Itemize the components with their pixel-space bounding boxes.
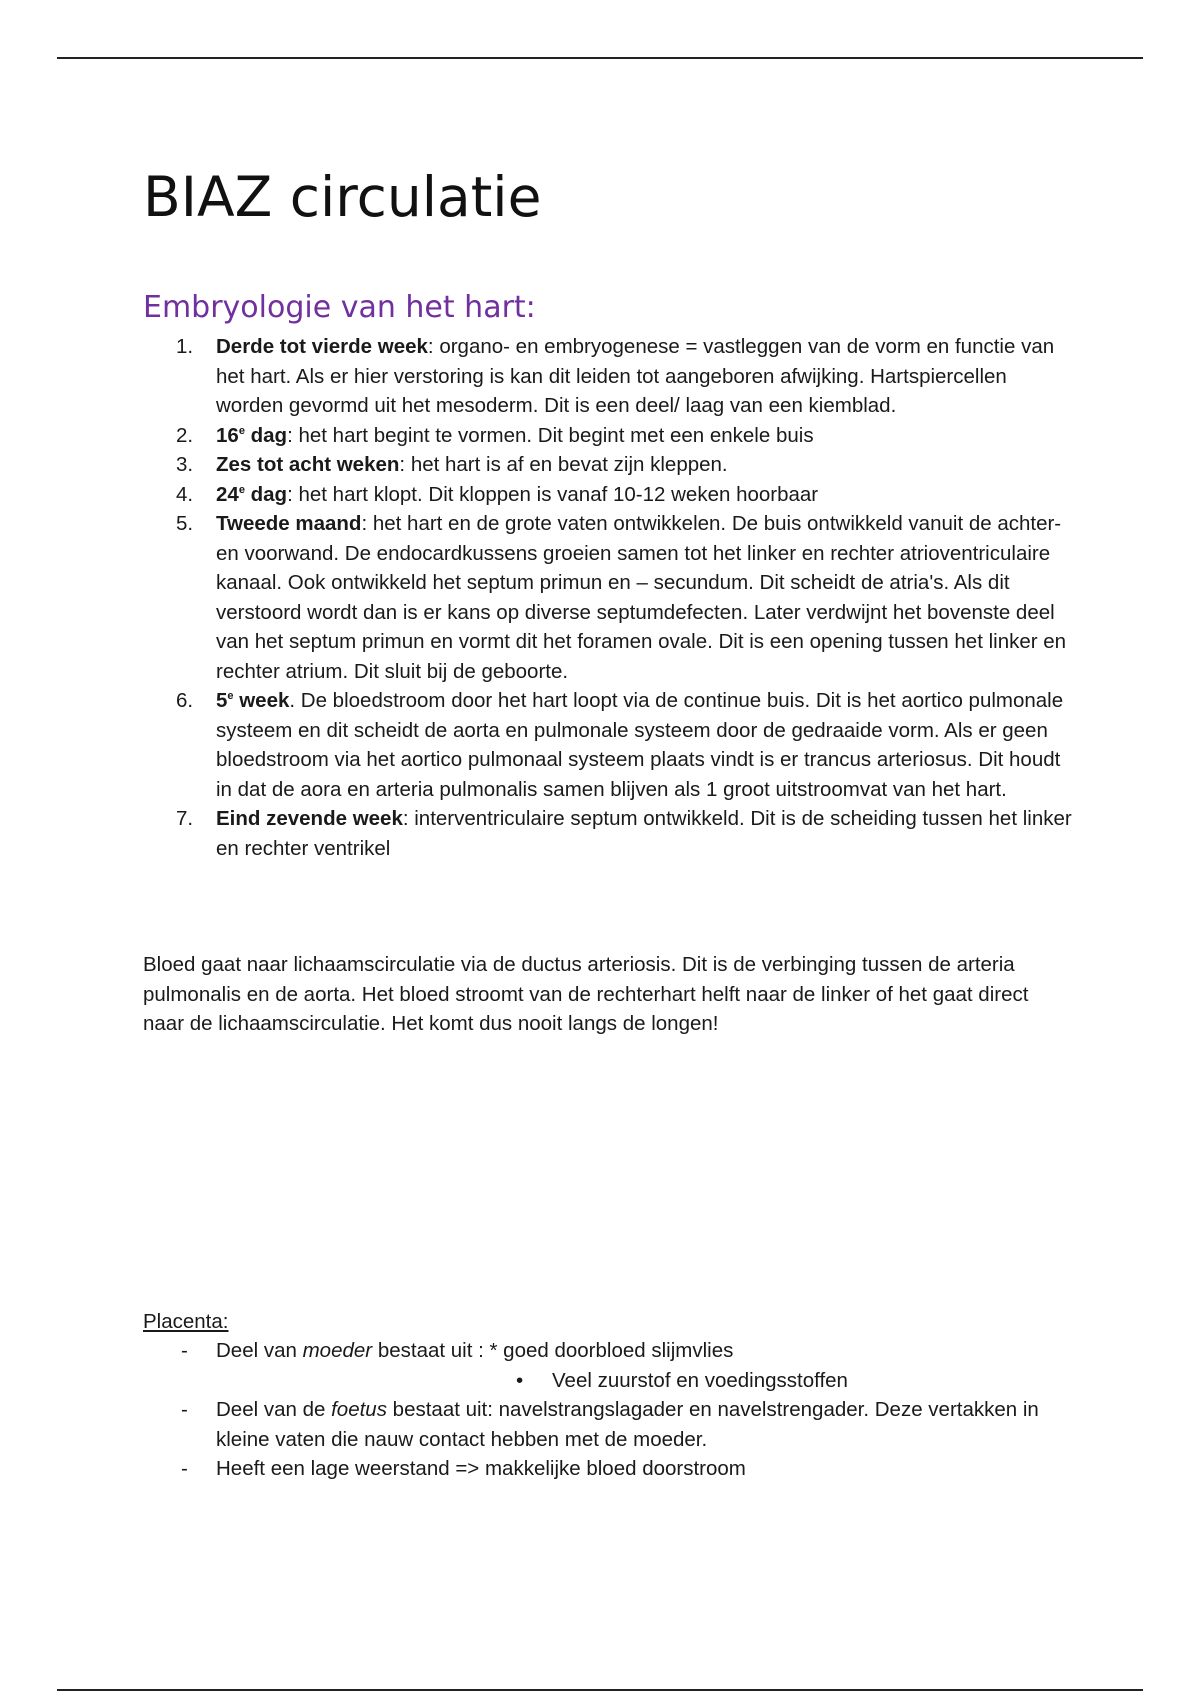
list-item [143,480,1073,510]
list-item [143,421,1073,451]
list-item-label: 16e dag [216,423,288,447]
list-item-text: : organo- en embryogenese = vastleggen van de vorm en functie van het hart. Als er hier verstoring is kan dit leiden tot aangeboren afwijking. Hartspiercellen worden gevormd uit het mesoderm. Dit is een deel/ laag van een kiemblad. [216,335,1055,417]
list-item-label: Tweede maand [216,512,362,535]
list-item-label: Derde tot vierde week [216,335,428,358]
list-item: - Deel van de foetus bestaat uit: navelstrangslagader en navelstrengader. Deze vertakken in kleine vaten die nauw contact hebben met de moeder. [143,1395,1073,1454]
placenta-heading: Placenta: [143,1310,229,1333]
document-title: BIAZ circulatie [143,165,542,229]
list-item-text: : het hart en de grote vaten ontwikkelen. De buis ontwikkeld vanuit de achter- en voorwand. De endocardkussens groeien samen tot het linker en rechter atrioventriculaire kanaal. Ook ontwikkeld het septum primun en – secundum. Dit scheidt de atria's. Als dit verstoord wordt dan is er kans op diverse septumdefecten. Later verdwijnt het bovenste deel van het septum primun en vormt dit het foramen ovale. Dit is een opening tussen het linker en rechter atrium. Dit sluit bij de geboorte. [216,512,1067,683]
list-item-label: Eind zevende week [216,807,403,830]
list-item-text: . De bloedstroom door het hart loopt via de continue buis. Dit is het aortico pulmonale systeem en dit scheidt de aorta en pulmonale systeem door de gedraaide vorm. Als er geen bloedstroom via het aortico pulmonaal systeem plaats vindt is er trancus arteriosus. Dit houdt in dat de aora en arteria pulmonalis samen blijven als 1 groot uitstroomvat van het hart. [216,689,1064,801]
list-item-text: : het hart klopt. Dit kloppen is vanaf 10-12 weken hoorbaar [287,482,819,506]
list-item-text: : het hart is af en bevat zijn kleppen. [399,453,728,476]
list-item-label: 24e dag [216,482,288,506]
dash-bullet: - [181,1398,188,1421]
dash-bullet: - [181,1457,188,1480]
list-number: 1. [176,335,194,358]
list-item [143,509,1073,686]
sub-list-item: • Veel zuurstof en voedingsstoffen [216,1366,1073,1396]
list-number: 2. [176,423,194,447]
list-item-text: : het hart begint te vormen. Dit begint met een enkele buis [287,423,814,447]
list-item [143,332,1073,421]
list-item: - Heeft een lage weerstand => makkelijke bloed doorstroom [143,1454,1073,1484]
header-rule [57,57,1143,59]
list-item-label: 5e week [216,689,290,712]
list-number: 4. [176,482,194,506]
list-number: 7. [176,807,194,830]
footer-rule [57,1689,1143,1691]
dash-bullet: - [181,1339,188,1362]
list-item [143,686,1073,804]
embryology-week-list [143,332,1073,863]
list-number: 3. [176,453,194,476]
list-number: 6. [176,689,194,712]
list-item [143,804,1073,863]
list-item-text: : interventriculaire septum ontwikkeld. Dit is de scheiding tussen het linker en rechter ventrikel [216,807,1072,860]
list-item [143,450,1073,480]
list-item: - Deel van moeder bestaat uit : * goed doorbloed slijmvlies • Veel zuurstof en voedingsstoffen [143,1336,1073,1395]
list-item-label: Zes tot acht weken [216,453,400,476]
list-number: 5. [176,512,194,535]
bullet-icon: • [516,1368,524,1392]
ductus-paragraph: Bloed gaat naar lichaamscirculatie via de ductus arteriosis. Dit is de verbinging tussen de arteria pulmonalis en de aorta. Het bloed stroomt van de rechterhart helft naar de linker of het gaat direct naar de lichaamscirculatie. Het komt dus nooit langs de longen! [143,953,1029,1035]
placenta-list [143,1336,1073,1484]
section-heading-embryology: Embryologie van het hart: [143,290,536,325]
